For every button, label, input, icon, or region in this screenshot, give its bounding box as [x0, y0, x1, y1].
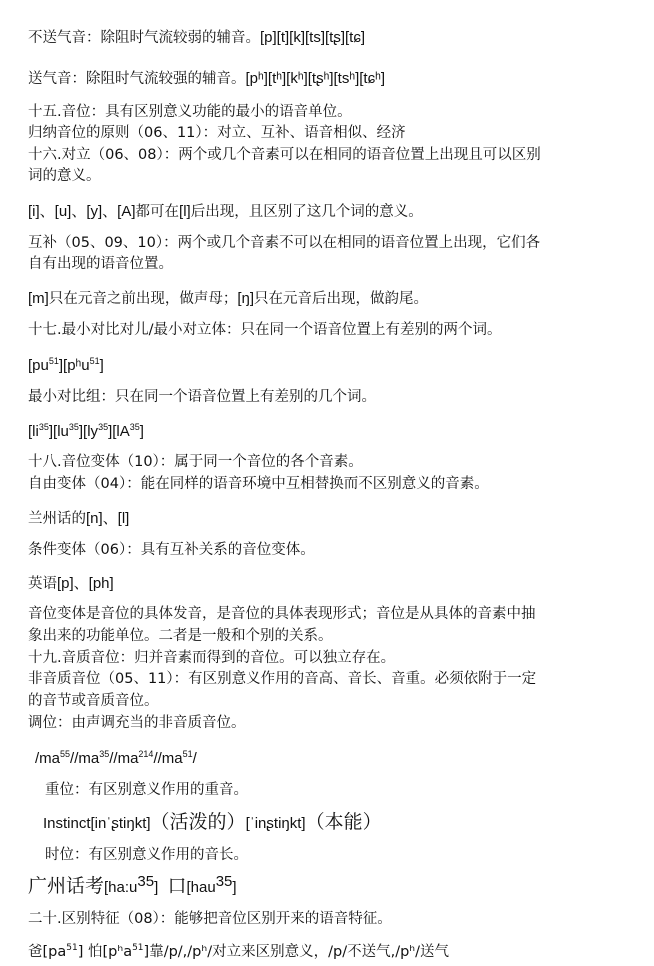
example-english: [28, 575, 114, 593]
ipa-part: //ma: [153, 750, 183, 767]
example-cantonese: [28, 873, 237, 897]
ipa-unaspirated: [p][t][k][ts][tʂ][tɕ]: [260, 29, 366, 46]
ipa-part: [li: [28, 423, 39, 440]
example-lanzhou: [28, 510, 129, 528]
text-suprasegmental: 非音质音位（05、11）：有区别意义作用的音高、音长、音重。必须依附于一定: [28, 671, 537, 687]
ipa-ng: [ŋ]: [237, 290, 255, 307]
gloss-instinct: （本能）: [305, 811, 382, 833]
ipa-part: ]: [154, 879, 159, 896]
heading-segmental-phoneme: 十九.音质音位：归并音素而得到的音位。可以独立存在。: [28, 650, 396, 666]
text-segment: 只在元音之前出现，做声母；: [48, 291, 238, 307]
ipa-part: [hau: [186, 879, 216, 896]
heading-distinctive-feature: 二十.区别特征（08）：能够把音位区别开来的语音特征。: [28, 911, 392, 927]
ipa-m: [m]: [28, 290, 49, 307]
ipa-part: [ha:u: [104, 879, 138, 896]
text-allophone-relation: 音位变体是音位的具体发音，是音位的具体表现形式；音位是从具体的音素中抽: [28, 606, 536, 622]
tone-mark: 51: [89, 356, 100, 366]
ipa-nl: [n]、[l]: [86, 510, 130, 527]
text-chroneme: 时位：有区别意义作用的音长。: [45, 847, 248, 863]
ipa-part: [pu: [28, 357, 49, 374]
tone-mark: 35: [99, 749, 110, 759]
example-tones: [35, 750, 197, 768]
tone-mark: 35: [215, 873, 233, 891]
ipa-part: ][ly: [78, 423, 99, 440]
ipa-part: ]: [232, 879, 237, 896]
text-phoneme-principles: 归纳音位的原则（06、11）：对立、互补、语音相似、经济: [28, 125, 406, 141]
ipa-vowels: [i]、[u]、[y]、[A]: [28, 203, 136, 220]
example-minimal-set: [28, 423, 144, 441]
tone-mark: 51: [66, 943, 78, 954]
ipa-part: ][lA: [108, 423, 130, 440]
def-unaspirated: 不送气音：除阻时气流较弱的辅音。: [28, 30, 260, 46]
text-free-variant: 自由变体（04）：能在同样的语音环境中互相替换而不区别意义的音素。: [28, 476, 489, 492]
tone-mark: 35: [38, 422, 49, 432]
example-complementary: [28, 290, 428, 308]
heading-contrast: 十六.对立（06、08）：两个或几个音素可以在相同的语音位置上出现且可以区别: [28, 147, 541, 163]
text-allophone-relation-cont: 象出来的功能单位。二者是一般和个别的关系。: [28, 628, 333, 644]
heading-phoneme: 十五.音位：具有区别意义功能的最小的语音单位。: [28, 104, 352, 120]
text-mouth: 口: [167, 875, 187, 897]
text-complementary: 互补（05、09、10）：两个或几个音素不可以在相同的语音位置上出现，它们各: [28, 235, 541, 251]
ipa-instinct-1: Instinct[inˈʂtiŋkt]: [43, 815, 151, 832]
text-conditional-variant: 条件变体（06）：具有互补关系的音位变体。: [28, 542, 315, 558]
tone-mark: 35: [98, 422, 109, 432]
text-segment: 后出现，且区别了这几个词的意义。: [190, 204, 423, 220]
gloss-lively: （活泼的）: [150, 811, 246, 833]
heading-allophone: 十八.音位变体（10）：属于同一个音位的各个音素。: [28, 454, 363, 470]
tone-mark: 51: [48, 356, 59, 366]
tone-mark: 35: [68, 422, 79, 432]
text-contrast-cont: 词的意义。: [28, 168, 101, 184]
tone-mark: 214: [138, 749, 154, 759]
tone-mark: 35: [137, 873, 155, 891]
text-segment: ]靠/p/,/pʰ/对立来区别意义，/p/不送气,/pʰ/送气: [143, 944, 450, 960]
text-cantonese: 广州话考: [28, 875, 105, 897]
ipa-aspirated: [pʰ][tʰ][kʰ][tʂʰ][tsʰ][tɕʰ]: [245, 70, 386, 87]
tone-mark: 51: [182, 749, 193, 759]
ipa-part: /ma: [35, 750, 61, 767]
ipa-part: /: [192, 750, 197, 767]
text-segment: ] 怕[pʰa: [77, 944, 133, 960]
ipa-part: ][pʰu: [58, 357, 90, 374]
ipa-l: [l]: [179, 203, 191, 220]
line-aspirated: [28, 70, 385, 88]
text-segment: 都可在: [135, 204, 180, 220]
text-segment: 英语: [28, 576, 57, 592]
text-segment: 爸[pa: [28, 944, 67, 960]
tone-mark: 55: [60, 749, 71, 759]
ipa-part: ]: [99, 357, 104, 374]
ipa-instinct-2: [ˈinʂtiŋkt]: [245, 815, 306, 832]
text-minimal-set: 最小对比组：只在同一个语音位置上有差别的几个词。: [28, 389, 376, 405]
def-aspirated: 送气音：除阻时气流较强的辅音。: [28, 71, 246, 87]
heading-minimal-pair: 十七.最小对比对儿/最小对立体：只在同一个语音位置上有差别的两个词。: [28, 322, 502, 338]
ipa-part: ][lu: [48, 423, 69, 440]
example-minimal-pair: [28, 357, 104, 375]
text-segment: 兰州话的: [28, 511, 86, 527]
ipa-part: //ma: [109, 750, 139, 767]
ipa-part: ]: [139, 423, 144, 440]
line-unaspirated: [28, 29, 365, 47]
example-instinct: [43, 813, 382, 833]
ipa-part: //ma: [70, 750, 100, 767]
tone-mark: 51: [132, 943, 144, 954]
text-complementary-cont: 自有出现的语音位置。: [28, 256, 173, 272]
text-segment: 只在元音后出现，做韵尾。: [254, 291, 429, 307]
tone-mark: 35: [129, 422, 140, 432]
ipa-p-ph: [p]、[ph]: [57, 575, 114, 592]
text-toneme: 调位：由声调充当的非音质音位。: [28, 715, 246, 731]
text-stress-phoneme: 重位：有区别意义作用的重音。: [45, 782, 248, 798]
example-distinctive-feature: [28, 943, 449, 961]
example-contrast: [28, 203, 423, 221]
text-suprasegmental-cont: 的音节或音质音位。: [28, 693, 159, 709]
